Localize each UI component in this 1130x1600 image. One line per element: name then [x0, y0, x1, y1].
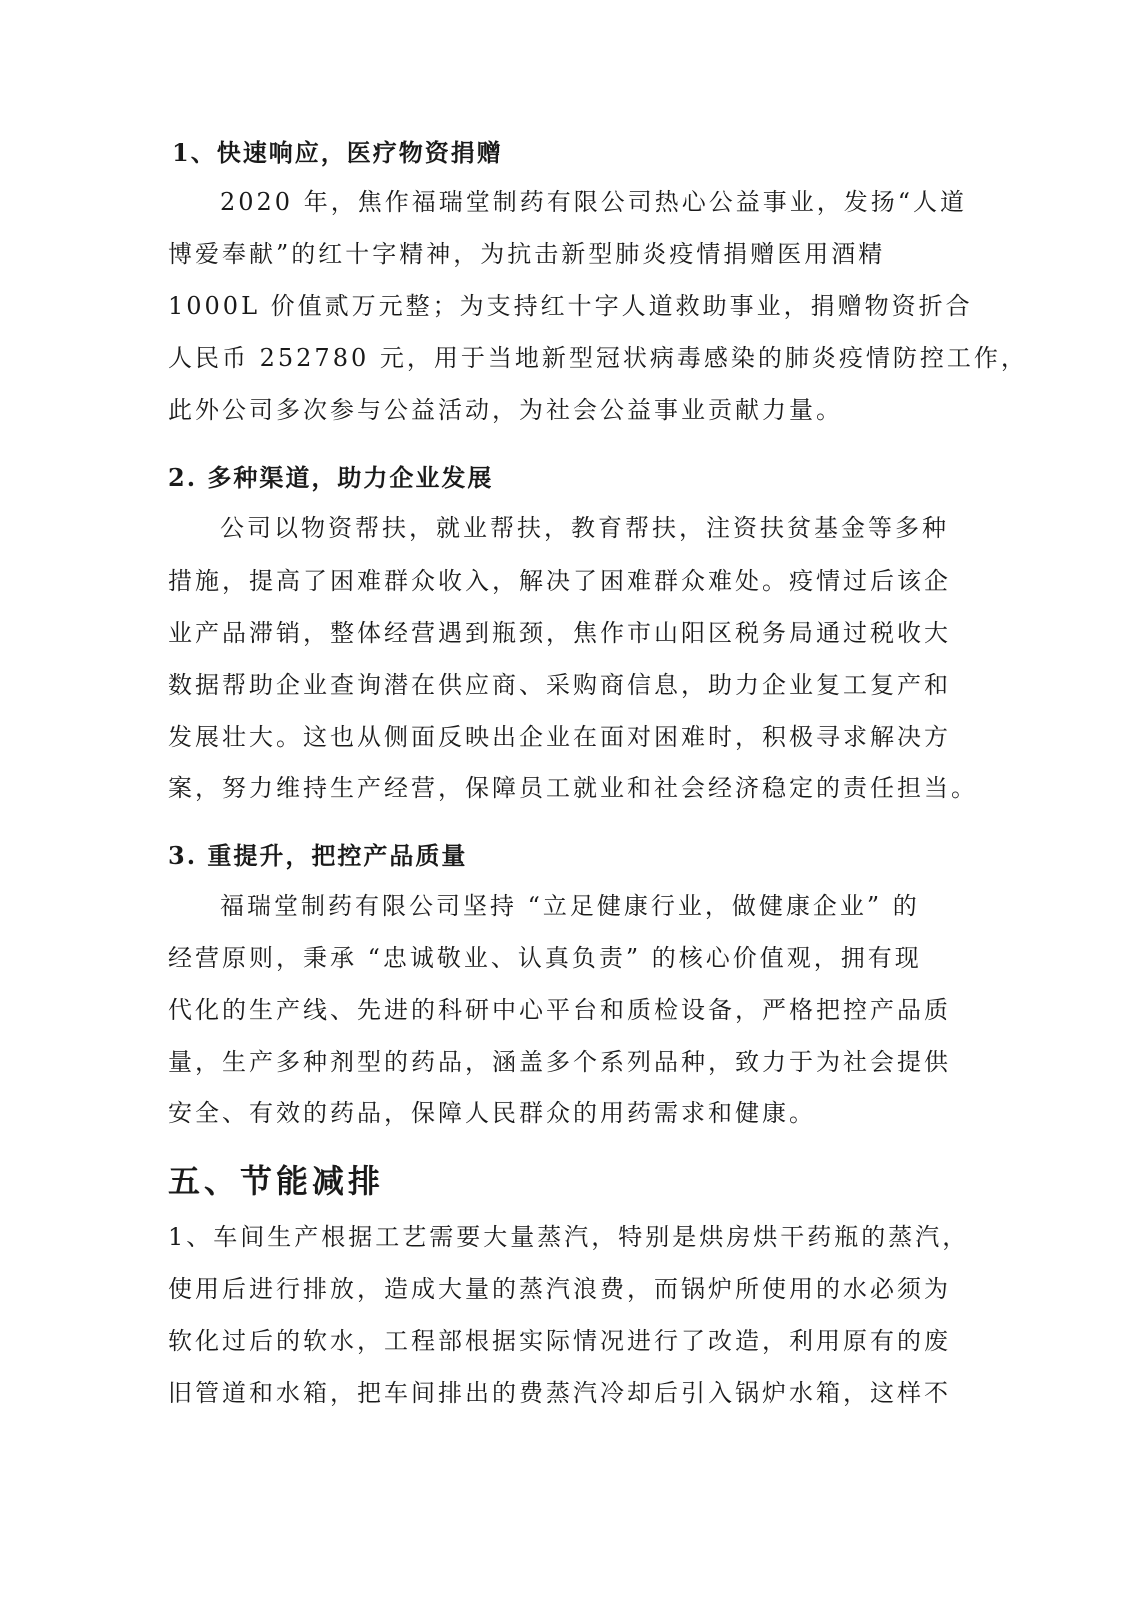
- paragraph-line: 案，努力维持生产经营，保障员工就业和社会经济稳定的责任担当。: [168, 774, 978, 802]
- paragraph-line: 量，生产多种剂型的药品，涵盖多个系列品种，致力于为社会提供: [168, 1048, 951, 1076]
- section-heading-product-quality: 3. 重提升，把控产品质量: [168, 841, 468, 870]
- paragraph-line: 使用后进行排放，造成大量的蒸汽浪费，而锅炉所使用的水必须为: [168, 1275, 951, 1303]
- paragraph-line: 此外公司多次参与公益活动，为社会公益事业贡献力量。: [168, 396, 843, 424]
- paragraph-line: 1000L 价值贰万元整；为支持红十字人道救助事业，捐赠物资折合: [168, 292, 973, 320]
- paragraph-line: 博爱奉献”的红十字精神，为抗击新型肺炎疫情捐赠医用酒精: [168, 240, 886, 268]
- paragraph-line: 代化的生产线、先进的科研中心平台和质检设备，严格把控产品质: [168, 996, 951, 1024]
- paragraph-line: 福瑞堂制药有限公司坚持 “立足健康行业，做健康企业” 的: [220, 892, 920, 920]
- paragraph-line: 措施，提高了困难群众收入，解决了困难群众难处。疫情过后该企: [168, 567, 951, 595]
- paragraph-line: 安全、有效的药品，保障人民群众的用药需求和健康。: [168, 1099, 816, 1127]
- paragraph-line: 经营原则，秉承 “忠诚敬业、认真负责” 的核心价值观，拥有现: [168, 944, 922, 972]
- paragraph-line: 业产品滞销，整体经营遇到瓶颈，焦作市山阳区税务局通过税收大: [168, 619, 951, 647]
- paragraph-line: 1、车间生产根据工艺需要大量蒸汽，特别是烘房烘干药瓶的蒸汽，: [168, 1223, 970, 1251]
- paragraph-line: 旧管道和水箱，把车间排出的费蒸汽冷却后引入锅炉水箱，这样不: [168, 1379, 951, 1407]
- paragraph-line: 2020 年，焦作福瑞堂制药有限公司热心公益事业，发扬“人道: [220, 188, 967, 216]
- section-heading-medical-donation: 1、快速响应，医疗物资捐赠: [172, 138, 503, 167]
- paragraph-line: 数据帮助企业查询潜在供应商、采购商信息，助力企业复工复产和: [168, 671, 951, 699]
- paragraph-line: 公司以物资帮扶，就业帮扶，教育帮扶，注资扶贫基金等多种: [220, 514, 949, 542]
- section-heading-enterprise-development: 2. 多种渠道，助力企业发展: [168, 463, 494, 492]
- paragraph-line: 人民币 252780 元，用于当地新型冠状病毒感染的肺炎疫情防控工作，: [168, 344, 1028, 372]
- paragraph-line: 软化过后的软水，工程部根据实际情况进行了改造，利用原有的废: [168, 1327, 951, 1355]
- section-title-energy-saving: 五、节能减排: [168, 1162, 385, 1200]
- paragraph-line: 发展壮大。这也从侧面反映出企业在面对困难时，积极寻求解决方: [168, 723, 951, 751]
